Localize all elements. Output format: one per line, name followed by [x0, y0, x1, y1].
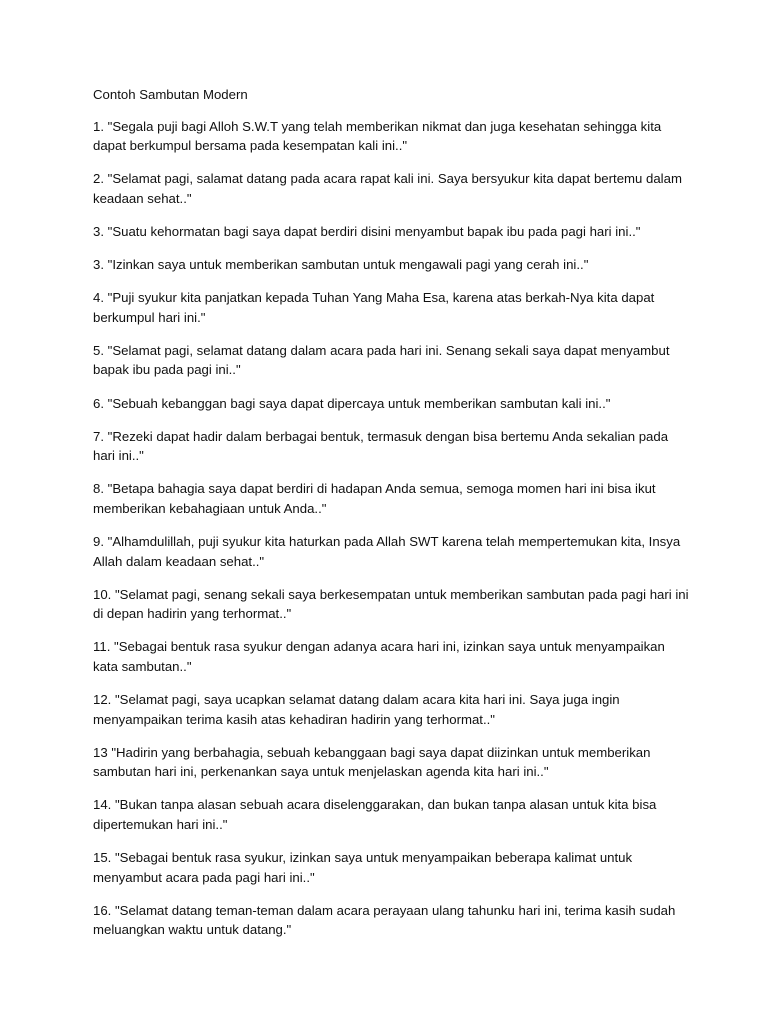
list-item: 14. "Bukan tanpa alasan sebuah acara diselenggarakan, dan bukan tanpa alasan untuk kita bisa dipertemukan hari ini..": [93, 797, 657, 833]
list-item: 7. "Rezeki dapat hadir dalam berbagai bentuk, termasuk dengan bisa bertemu Anda sekalian pada hari ini..": [93, 428, 669, 464]
list-item: 11. "Sebagai bentuk rasa syukur dengan adanya acara hari ini, izinkan saya untuk menyampaikan kata sambutan..": [93, 639, 665, 674]
list-item: 13 "Hadirin yang berbahagia, sebuah kebanggaan bagi saya dapat diizinkan untuk memberikan sambutan hari ini, perkenankan saya untuk menjelaskan agenda kita hari ini..": [93, 744, 651, 780]
list-item: 1. "Segala puji bagi Alloh S.W.T yang telah memberikan nikmat dan juga kesehatan sehingga kita dapat berkumpul bersama pada kesempatan kali ini..": [93, 118, 662, 154]
list-item: 16. "Selamat datang teman-teman dalam acara perayaan ulang tahunku hari ini, terima kasih sudah meluangkan waktu untuk datang.": [93, 902, 676, 938]
list-item: 4. "Puji syukur kita panjatkan kepada Tuhan Yang Maha Esa, karena atas berkah-Nya kita dapat berkumpul hari ini.": [93, 290, 655, 325]
document-title: Contoh Sambutan Modern: [93, 87, 248, 102]
document-body: [93, 85, 693, 954]
list-item: 2. "Selamat pagi, salamat datang pada acara rapat kali ini. Saya bersyukur kita dapat bertemu dalam keadaan sehat..": [93, 171, 682, 206]
list-item: 3. "Suatu kehormatan bagi saya dapat berdiri disini menyambut bapak ibu pada pagi hari ini..": [93, 223, 641, 239]
list-item: 12. "Selamat pagi, saya ucapkan selamat datang dalam acara kita hari ini. Saya juga ingin menyampaikan terima kasih atas kehadiran hadirin yang terhormat..": [93, 692, 620, 727]
list-item: 8. "Betapa bahagia saya dapat berdiri di hadapan Anda semua, semoga momen hari ini bisa ikut memberikan kebahagiaan untuk Anda..": [93, 481, 656, 516]
list-item: 9. "Alhamdulillah, puji syukur kita haturkan pada Allah SWT karena telah mempertemukan kita, Insya Allah dalam keadaan sehat..": [93, 534, 681, 569]
list-item: 10. "Selamat pagi, senang sekali saya berkesempatan untuk memberikan sambutan pada pagi hari ini di depan hadirin yang terhormat..": [93, 586, 689, 622]
list-item: 6. "Sebuah kebanggan bagi saya dapat dipercaya untuk memberikan sambutan kali ini..": [93, 395, 611, 411]
list-item: 5. "Selamat pagi, selamat datang dalam acara pada hari ini. Senang sekali saya dapat menyambut bapak ibu pada pagi ini..": [93, 342, 670, 378]
list-item: 3. "Izinkan saya untuk memberikan sambutan untuk mengawali pagi yang cerah ini..": [93, 257, 589, 273]
list-item: 15. "Sebagai bentuk rasa syukur, izinkan saya untuk menyampaikan beberapa kalimat untuk menyambut acara pada pagi hari ini..": [93, 850, 633, 885]
